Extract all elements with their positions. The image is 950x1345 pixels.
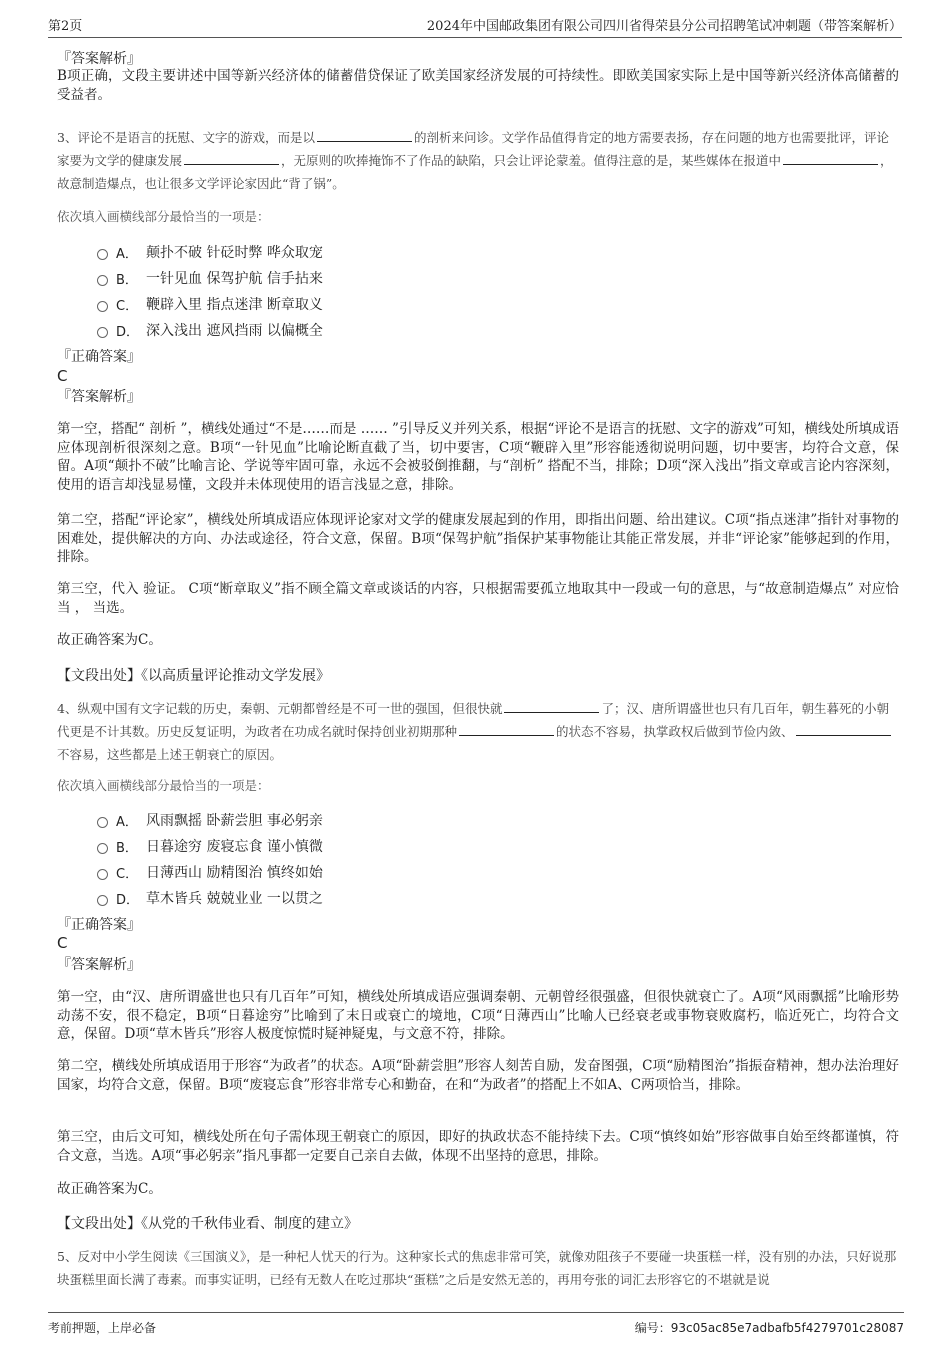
question-5-stem: 5、反对中小学生阅读《三国演义》，是一种杞人忧天的行为。这种家长式的焦虑非常可笑，就像劝阻孩子不要碰一块蛋糕一样，没有别的办法，只好说那块蛋糕里面长满了毒素。而事实证明，已经有无数人在吃过那块“蛋糕”之后是安然无恙的，再用夸张的词汇去形容它的不堪就是说 bbox=[57, 1249, 897, 1287]
option-a[interactable]: A． 颠扑不破 针砭时弊 哗众取宠 bbox=[97, 239, 323, 265]
blank-2 bbox=[184, 152, 279, 165]
q4-analysis-1: 第一空，由“汉、唐所谓盛世也只有几百年”可知，横线处所填成语应强调秦朝、元朝曾经很强盛，但很快就衰亡了。A项“风雨飘摇”比喻形势动荡不安，很不稳定，B项“日暮途穷”比喻到了末日或衰亡的境地，C项“日薄西山”比喻人已经衰老或事物衰败腐朽，临近死亡，均符合文意，保留。D项“草木皆兵”形容人极度惊慌时疑神疑鬼，与文意不符，排除。 bbox=[57, 989, 899, 1042]
radio-icon[interactable] bbox=[97, 817, 108, 828]
q3-analysis-1: 第一空，搭配“ 剖析 ”，横线处通过“不是……而是 …… ”引导反义并列关系，根据“评论不是语言的抚慰、文字的游戏”可知，横线处所填成语应体现剖析很深刻之意。B项“一针见血”比喻论断直截了当，切中要害，C项“鞭辟入里”形容能透彻说明问题，切中要害，均符合文意，保留。A项“颠扑不破”比喻言论、学说等牢固可靠，永远不会被驳倒推翻，与“剖析” 搭配不当，排除；D项“深入浅出”指文章或言论内容深刻，使用的语言却浅显易懂，文段并未体现使用的语言浅显之意，排除。 bbox=[57, 421, 899, 493]
page-number: 第2页 bbox=[48, 19, 83, 34]
footer-code: 编号：93c05ac85e7adbafb5f4279701c28087 bbox=[634, 1320, 904, 1335]
option-d[interactable]: D． 深入浅出 遮风挡雨 以偏概全 bbox=[97, 317, 323, 343]
analysis-label: 『答案解析』 bbox=[57, 389, 141, 405]
question-4-stem: 4、纵观中国有文字记载的历史，秦朝、元朝都曾经是不可一世的强国，但很快就 了；汉、唐所谓盛世也只有几百年，朝生暮死的小朝代更是不计其数。历史反复证明，为政者在功成名就时保持创业初期那种 的状态不容易，执掌政权后做到节俭内敛、不容易，这些都是上述王朝衰亡的原因。 bbox=[57, 701, 889, 762]
option-a[interactable]: A． 风雨飘摇 卧薪尝胆 事必躬亲 bbox=[97, 807, 323, 833]
option-b[interactable]: B． 一针见血 保驾护航 信手拈来 bbox=[97, 265, 323, 291]
blank-1 bbox=[504, 700, 599, 713]
correct-answer-label: 『正确答案』 bbox=[57, 349, 141, 365]
analysis-label: 『答案解析』 bbox=[57, 957, 141, 973]
correct-answer-label: 『正确答案』 bbox=[57, 917, 141, 933]
question-3-instruction: 依次填入画横线部分最恰当的一项是： bbox=[57, 209, 270, 224]
radio-icon[interactable] bbox=[97, 301, 108, 312]
radio-icon[interactable] bbox=[97, 895, 108, 906]
q3-analysis-3: 第三空，代入 验证。 C项“断章取义”指不顾全篇文章或谈话的内容，只根据需要孤立地取其中一段或一句的意思，与“故意制造爆点” 对应恰当 ， 当选。 bbox=[57, 581, 899, 616]
radio-icon[interactable] bbox=[97, 249, 108, 260]
option-c[interactable]: C． 鞭辟入里 指点迷津 断章取义 bbox=[97, 291, 323, 317]
option-d[interactable]: D． 草木皆兵 兢兢业业 一以贯之 bbox=[97, 885, 323, 911]
question-4-instruction: 依次填入画横线部分最恰当的一项是： bbox=[57, 778, 270, 793]
question-4-options bbox=[97, 807, 323, 911]
analysis-label: 『答案解析』 bbox=[57, 51, 141, 67]
blank-3 bbox=[783, 152, 878, 165]
q4-analysis-2: 第二空，横线处所填成语用于形容“为政者”的状态。A项“卧薪尝胆”形容人刻苦自励，发奋图强，C项“励精图治”指振奋精神，想办法治理好国家，均符合文意，保留。B项“废寝忘食”形容非常专心和勤奋，在和“为政者”的搭配上不如A、C两项恰当，排除。 bbox=[57, 1058, 899, 1093]
blank-1 bbox=[317, 129, 412, 142]
radio-icon[interactable] bbox=[97, 275, 108, 286]
question-3-stem: 3、评论不是语言的抚慰、文字的游戏，而是以 的剖析来问诊。文学作品值得肯定的地方需要表扬，存在问题的地方也需要批评，评论家要为文学的健康发展 ，无原则的吹捧掩饰不了作品的缺陷，只会让评论蒙羞。值得注意的是，某些媒体在报道中 ，故意制造爆点，也让很多文学评论家因此“背了锅”。 bbox=[57, 130, 893, 191]
radio-icon[interactable] bbox=[97, 869, 108, 880]
document-title: 2024年中国邮政集团有限公司四川省得荣县分公司招聘笔试冲刺题（带答案解析） bbox=[426, 19, 902, 34]
q3-analysis-4: 故正确答案为C。 bbox=[57, 632, 162, 648]
radio-icon[interactable] bbox=[97, 327, 108, 338]
q3-analysis-2: 第二空，搭配“评论家”，横线处所填成语应体现评论家对文学的健康发展起到的作用，即指出问题、给出建议。C项“指点迷津”指针对事物的困难处，提供解决的方向、办法或途径，符合文意，保留。B项“保驾护航”指保护某事物能让其能正常发展，并非“评论家”能够起到的作用，排除。 bbox=[57, 512, 899, 565]
correct-answer: C bbox=[57, 934, 68, 952]
prev-analysis-text: B项正确，文段主要讲述中国等新兴经济体的储蓄借贷保证了欧美国家经济发展的可持续性。即欧美国家实际上是中国等新兴经济体高储蓄的受益者。 bbox=[57, 68, 899, 103]
blank-3 bbox=[796, 723, 891, 736]
question-3-options bbox=[97, 239, 323, 343]
radio-icon[interactable] bbox=[97, 843, 108, 854]
option-c[interactable]: C． 日薄西山 励精图治 慎终如始 bbox=[97, 859, 323, 885]
correct-answer: C bbox=[57, 367, 68, 385]
blank-2 bbox=[459, 723, 554, 736]
footer-slogan: 考前押题，上岸必备 bbox=[48, 1320, 157, 1335]
q4-analysis-4: 故正确答案为C。 bbox=[57, 1181, 162, 1197]
option-b[interactable]: B． 日暮途穷 废寝忘食 谨小慎微 bbox=[97, 833, 323, 859]
q3-source: 【文段出处】《以高质量评论推动文学发展》 bbox=[57, 668, 330, 684]
page-footer bbox=[48, 1312, 904, 1338]
q4-source: 【文段出处】《从党的千秋伟业看、制度的建立》 bbox=[57, 1216, 358, 1232]
q4-analysis-3: 第三空，由后文可知，横线处所在句子需体现王朝衰亡的原因，即好的执政状态不能持续下去。C项“慎终如始”形容做事自始至终都谨慎，符合文意，当选。A项“事必躬亲”指凡事都一定要自己亲自去做，体现不出坚持的意思，排除。 bbox=[57, 1129, 899, 1164]
page-header bbox=[48, 12, 902, 38]
